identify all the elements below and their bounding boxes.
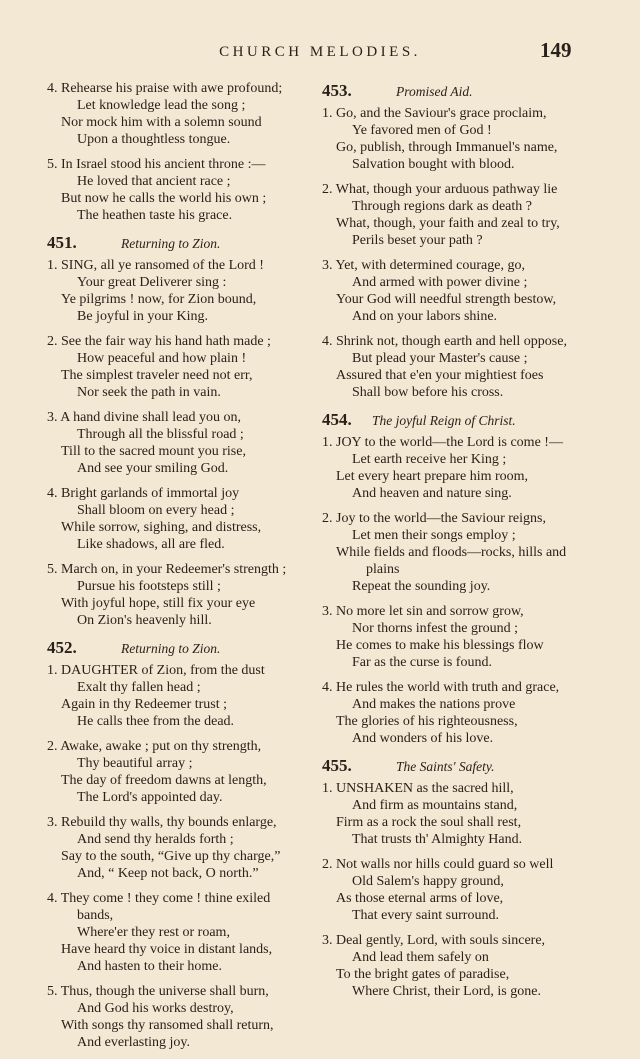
stanza-line: Thy beautiful array ;	[77, 756, 193, 771]
stanza-line: bands,	[77, 908, 114, 923]
stanza-line: Let earth receive her King ;	[352, 452, 507, 467]
stanza-line: 3. Yet, with determined courage, go,	[322, 258, 525, 273]
stanza-line: plains	[366, 562, 400, 577]
stanza-line: Firm as a rock the soul shall rest,	[336, 815, 522, 830]
stanza-line: 1. SING, all ye ransomed of the Lord !	[47, 258, 264, 273]
stanza-line: Nor seek the path in vain.	[77, 385, 221, 400]
stanza	[47, 333, 315, 401]
hymn-452	[47, 637, 315, 1051]
stanza-line: Nor thorns infest the ground ;	[352, 621, 519, 636]
hymn-number: 453.	[322, 81, 352, 100]
stanza-line: What, though, your faith and zeal to try,	[336, 216, 560, 231]
stanza	[322, 932, 600, 1000]
stanza-line: The Lord's appointed day.	[77, 790, 223, 805]
stanza-line: Through regions dark as death ?	[352, 199, 532, 214]
stanza-line: He calls thee from the dead.	[77, 714, 235, 729]
hymn-title: Returning to Zion.	[121, 236, 221, 251]
stanza	[322, 603, 600, 671]
stanza-line: Like shadows, all are fled.	[77, 537, 225, 552]
stanza	[47, 561, 315, 629]
stanza-line: As those eternal arms of love,	[336, 891, 504, 906]
stanza	[322, 105, 600, 173]
stanza	[322, 780, 600, 848]
left-column	[47, 80, 315, 1059]
hymn-title: The Saints' Safety.	[396, 759, 495, 774]
stanza-line: On Zion's heavenly hill.	[77, 613, 212, 628]
stanza-line: Where Christ, their Lord, is gone.	[352, 984, 541, 999]
stanza-line: 3. Rebuild thy walls, thy bounds enlarge,	[47, 815, 277, 830]
stanza-line: That every saint surround.	[352, 908, 499, 923]
stanza-line: 2. What, though your arduous pathway lie	[322, 182, 558, 197]
stanza	[47, 257, 315, 325]
stanza	[322, 257, 600, 325]
stanza-line: Your God will needful strength bestow,	[336, 292, 557, 307]
stanza	[47, 814, 315, 882]
stanza	[322, 856, 600, 924]
stanza	[47, 485, 315, 553]
stanza-line: And lead them safely on	[352, 950, 489, 965]
stanza-line: He comes to make his blessings flow	[336, 638, 544, 653]
stanza	[47, 890, 315, 975]
stanza-line: 4. Bright garlands of immortal joy	[47, 486, 240, 501]
stanza-line: Nor mock him with a solemn sound	[61, 115, 262, 130]
stanza-line: 4. Rehearse his praise with awe profound;	[47, 81, 283, 96]
stanza-line: 1. JOY to the world—the Lord is come !—	[322, 435, 563, 450]
hymn-heading	[322, 755, 600, 777]
hymn-title: Promised Aid.	[396, 84, 473, 99]
stanza	[47, 738, 315, 806]
stanza-line: Ye pilgrims ! now, for Zion bound,	[61, 292, 257, 307]
hymn-number: 455.	[322, 756, 352, 775]
stanza-line: Far as the curse is found.	[352, 655, 492, 670]
stanza-line: And on your labors shine.	[352, 309, 498, 324]
stanza-line: He loved that ancient race ;	[77, 174, 231, 189]
page-number: 149	[540, 38, 572, 62]
stanza-line: 4. He rules the world with truth and grace,	[322, 680, 560, 695]
stanza-line: And, “ Keep not back, O north.”	[77, 866, 259, 881]
stanza-line: Where'er they rest or roam,	[77, 925, 230, 940]
stanza-line: Upon a thoughtless tongue.	[77, 132, 231, 147]
stanza-line: With songs thy ransomed shall return,	[61, 1018, 274, 1033]
stanza-line: 4. They come ! they come ! thine exiled	[47, 891, 271, 906]
hymn-heading	[47, 637, 315, 659]
stanza-line: 3. No more let sin and sorrow grow,	[322, 604, 524, 619]
stanza-line: 5. In Israel stood his ancient throne :—	[47, 157, 266, 172]
stanza-line: 3. Deal gently, Lord, with souls sincere,	[322, 933, 546, 948]
stanza-line: Shall bow before his cross.	[352, 385, 504, 400]
hymn-heading	[322, 80, 600, 102]
hymn-number: 452.	[47, 638, 77, 657]
stanza-line: Ye favored men of God !	[352, 123, 492, 138]
stanza-line: Old Salem's happy ground,	[352, 874, 504, 889]
stanza-line: Salvation bought with blood.	[352, 157, 515, 172]
stanza-line: And hasten to their home.	[77, 959, 223, 974]
stanza-line: And heaven and nature sing.	[352, 486, 512, 501]
stanza-line: To the bright gates of paradise,	[336, 967, 510, 982]
stanza-line: Go, publish, through Immanuel's name,	[336, 140, 558, 155]
stanza-line: And makes the nations prove	[352, 697, 516, 712]
stanza-line: And wonders of his love.	[352, 731, 494, 746]
stanza-line: 3. A hand divine shall lead you on,	[47, 410, 242, 425]
hymn-continued	[47, 80, 315, 224]
hymn-451	[47, 232, 315, 629]
stanza-line: And see your smiling God.	[77, 461, 229, 476]
stanza-line: The day of freedom dawns at length,	[61, 773, 267, 788]
stanza-line: Let every heart prepare him room,	[336, 469, 529, 484]
stanza-line: And firm as mountains stand,	[352, 798, 518, 813]
stanza	[322, 333, 600, 401]
hymn-title: Returning to Zion.	[121, 641, 221, 656]
stanza	[47, 156, 315, 224]
stanza-line: 2. Not walls nor hills could guard so well	[322, 857, 554, 872]
stanza	[47, 409, 315, 477]
stanza-line: Pursue his footsteps still ;	[77, 579, 221, 594]
stanza	[322, 434, 600, 502]
stanza-line: 2. See the fair way his hand hath made ;	[47, 334, 271, 349]
stanza	[322, 181, 600, 249]
stanza-line: 1. DAUGHTER of Zion, from the dust	[47, 663, 265, 678]
hymn-number: 454.	[322, 410, 352, 429]
stanza-line: Let men their songs employ ;	[352, 528, 516, 543]
stanza-line: The simplest traveler need not err,	[61, 368, 253, 383]
stanza	[47, 662, 315, 730]
stanza-line: But plead your Master's cause ;	[352, 351, 528, 366]
stanza-line: And God his works destroy,	[77, 1001, 234, 1016]
stanza-line: 2. Awake, awake ; put on thy strength,	[47, 739, 262, 754]
hymn-453	[322, 80, 600, 401]
stanza-line: The heathen taste his grace.	[77, 208, 233, 223]
stanza-line: 5. Thus, though the universe shall burn,	[47, 984, 269, 999]
stanza-line: Perils beset your path ?	[352, 233, 483, 248]
stanza-line: Exalt thy fallen head ;	[77, 680, 201, 695]
stanza-line: Say to the south, “Give up thy charge,”	[61, 849, 281, 864]
right-column	[322, 80, 600, 1008]
stanza	[47, 80, 315, 148]
stanza-line: Your great Deliverer sing :	[77, 275, 227, 290]
stanza-line: Assured that e'en your mightiest foes	[336, 368, 544, 383]
stanza-line: 5. March on, in your Redeemer's strength ;	[47, 562, 287, 577]
hymn-title: The joyful Reign of Christ.	[372, 413, 516, 428]
stanza-line: 1. Go, and the Saviour's grace proclaim,	[322, 106, 547, 121]
stanza-line: Let knowledge lead the song ;	[77, 98, 246, 113]
stanza-line: And everlasting joy.	[77, 1035, 191, 1050]
hymn-454	[322, 409, 600, 747]
stanza-line: The glories of his righteousness,	[336, 714, 518, 729]
stanza-line: While sorrow, sighing, and distress,	[61, 520, 262, 535]
stanza	[47, 983, 315, 1051]
hymn-455	[322, 755, 600, 1000]
stanza-line: How peaceful and how plain !	[77, 351, 247, 366]
stanza-line: And armed with power divine ;	[352, 275, 528, 290]
stanza-line: Again in thy Redeemer trust ;	[61, 697, 228, 712]
stanza	[322, 679, 600, 747]
stanza-line: 1. UNSHAKEN as the sacred hill,	[322, 781, 514, 796]
stanza-line: Till to the sacred mount you rise,	[61, 444, 246, 459]
hymn-number: 451.	[47, 233, 77, 252]
stanza-line: While fields and floods—rocks, hills and	[336, 545, 567, 560]
stanza-line: Have heard thy voice in distant lands,	[61, 942, 273, 957]
stanza-line: And send thy heralds forth ;	[77, 832, 234, 847]
stanza-line: Shall bloom on every head ;	[77, 503, 235, 518]
stanza-line: Be joyful in your King.	[77, 309, 209, 324]
running-title: CHURCH MELODIES.	[219, 44, 421, 60]
stanza	[322, 510, 600, 595]
stanza-line: 2. Joy to the world—the Saviour reigns,	[322, 511, 546, 526]
stanza-line: That trusts th' Almighty Hand.	[352, 832, 523, 847]
hymn-heading	[322, 409, 600, 431]
stanza-line: Repeat the sounding joy.	[352, 579, 491, 594]
hymn-heading	[47, 232, 315, 254]
stanza-line: With joyful hope, still fix your eye	[61, 596, 256, 611]
stanza-line: Through all the blissful road ;	[77, 427, 244, 442]
stanza-line: But now he calls the world his own ;	[61, 191, 267, 206]
stanza-line: 4. Shrink not, though earth and hell oppose,	[322, 334, 567, 349]
